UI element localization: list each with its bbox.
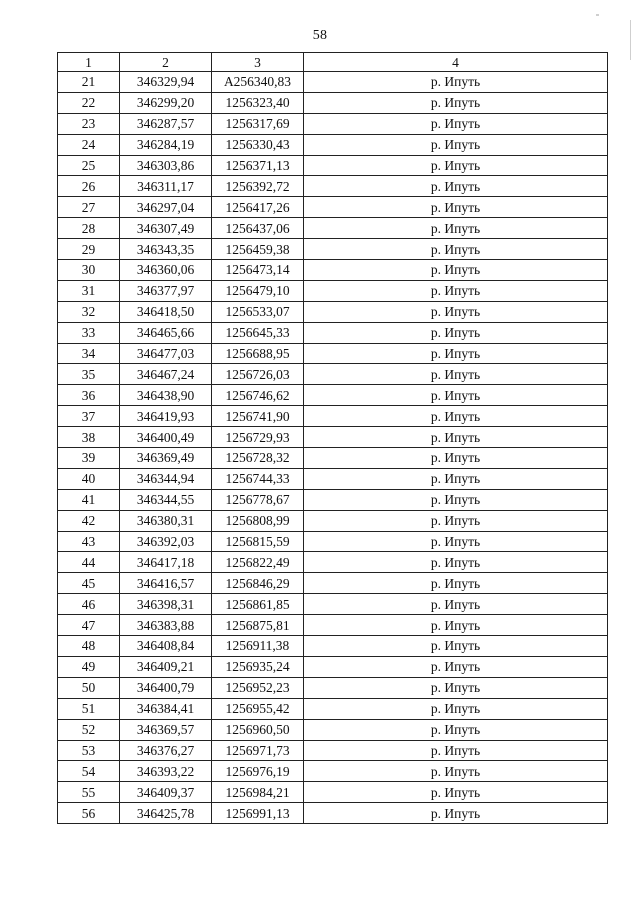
header-col-x: 2 (120, 53, 212, 72)
cell-point-number: 36 (58, 385, 120, 406)
cell-description: р. Ипуть (304, 468, 608, 489)
cell-point-number: 34 (58, 343, 120, 364)
cell-description: р. Ипуть (304, 489, 608, 510)
cell-point-number: 25 (58, 155, 120, 176)
cell-description: р. Ипуть (304, 197, 608, 218)
cell-y-coordinate: 1256533,07 (212, 301, 304, 322)
cell-point-number: 37 (58, 406, 120, 427)
cell-description: р. Ипуть (304, 510, 608, 531)
cell-y-coordinate: 1256744,33 (212, 468, 304, 489)
cell-description: р. Ипуть (304, 134, 608, 155)
table-row (58, 468, 608, 489)
cell-y-coordinate: 1256473,14 (212, 260, 304, 281)
cell-point-number: 54 (58, 761, 120, 782)
cell-description: р. Ипуть (304, 594, 608, 615)
table-row (58, 636, 608, 657)
cell-description: р. Ипуть (304, 531, 608, 552)
cell-point-number: 55 (58, 782, 120, 803)
cell-y-coordinate: 1256323,40 (212, 92, 304, 113)
table-row (58, 134, 608, 155)
cell-y-coordinate: 1256392,72 (212, 176, 304, 197)
table-row (58, 489, 608, 510)
cell-y-coordinate: 1256778,67 (212, 489, 304, 510)
table-row (58, 322, 608, 343)
cell-description: р. Ипуть (304, 343, 608, 364)
cell-x-coordinate: 346465,66 (120, 322, 212, 343)
cell-description: р. Ипуть (304, 218, 608, 239)
cell-point-number: 52 (58, 719, 120, 740)
cell-y-coordinate: 1256459,38 (212, 239, 304, 260)
table-row (58, 448, 608, 469)
cell-x-coordinate: 346297,04 (120, 197, 212, 218)
cell-description: р. Ипуть (304, 698, 608, 719)
cell-y-coordinate: А256340,83 (212, 72, 304, 93)
cell-y-coordinate: 1256952,23 (212, 677, 304, 698)
cell-y-coordinate: 1256935,24 (212, 656, 304, 677)
cell-y-coordinate: 1256911,38 (212, 636, 304, 657)
cell-y-coordinate: 1256971,73 (212, 740, 304, 761)
cell-x-coordinate: 346344,55 (120, 489, 212, 510)
cell-point-number: 43 (58, 531, 120, 552)
cell-point-number: 53 (58, 740, 120, 761)
cell-description: р. Ипуть (304, 92, 608, 113)
cell-y-coordinate: 1256746,62 (212, 385, 304, 406)
cell-x-coordinate: 346400,79 (120, 677, 212, 698)
cell-description: р. Ипуть (304, 301, 608, 322)
cell-x-coordinate: 346369,49 (120, 448, 212, 469)
table-header (58, 53, 608, 72)
cell-y-coordinate: 1256955,42 (212, 698, 304, 719)
cell-x-coordinate: 346377,97 (120, 280, 212, 301)
table-row (58, 385, 608, 406)
cell-point-number: 38 (58, 427, 120, 448)
cell-y-coordinate: 1256417,26 (212, 197, 304, 218)
cell-y-coordinate: 1256808,99 (212, 510, 304, 531)
cell-x-coordinate: 346384,41 (120, 698, 212, 719)
cell-point-number: 39 (58, 448, 120, 469)
cell-point-number: 23 (58, 113, 120, 134)
cell-x-coordinate: 346418,50 (120, 301, 212, 322)
cell-x-coordinate: 346369,57 (120, 719, 212, 740)
cell-x-coordinate: 346284,19 (120, 134, 212, 155)
cell-y-coordinate: 1256960,50 (212, 719, 304, 740)
cell-x-coordinate: 346425,78 (120, 803, 212, 824)
cell-y-coordinate: 1256822,49 (212, 552, 304, 573)
cell-y-coordinate: 1256976,19 (212, 761, 304, 782)
cell-description: р. Ипуть (304, 260, 608, 281)
cell-point-number: 41 (58, 489, 120, 510)
cell-point-number: 35 (58, 364, 120, 385)
cell-y-coordinate: 1256317,69 (212, 113, 304, 134)
table-row (58, 698, 608, 719)
table-row (58, 155, 608, 176)
cell-x-coordinate: 346380,31 (120, 510, 212, 531)
cell-description: р. Ипуть (304, 155, 608, 176)
table-row (58, 552, 608, 573)
table-row (58, 740, 608, 761)
cell-description: р. Ипуть (304, 803, 608, 824)
cell-x-coordinate: 346329,94 (120, 72, 212, 93)
cell-description: р. Ипуть (304, 72, 608, 93)
cell-x-coordinate: 346416,57 (120, 573, 212, 594)
cell-point-number: 56 (58, 803, 120, 824)
cell-x-coordinate: 346419,93 (120, 406, 212, 427)
table-row (58, 719, 608, 740)
cell-description: р. Ипуть (304, 552, 608, 573)
cell-description: р. Ипуть (304, 239, 608, 260)
cell-y-coordinate: 1256479,10 (212, 280, 304, 301)
cell-y-coordinate: 1256371,13 (212, 155, 304, 176)
table-row (58, 72, 608, 93)
table-row (58, 573, 608, 594)
cell-y-coordinate: 1256645,33 (212, 322, 304, 343)
cell-description: р. Ипуть (304, 364, 608, 385)
cell-y-coordinate: 1256861,85 (212, 594, 304, 615)
table-row (58, 656, 608, 677)
cell-y-coordinate: 1256437,06 (212, 218, 304, 239)
cell-y-coordinate: 1256991,13 (212, 803, 304, 824)
table-row (58, 280, 608, 301)
table-row (58, 239, 608, 260)
cell-y-coordinate: 1256741,90 (212, 406, 304, 427)
cell-point-number: 32 (58, 301, 120, 322)
cell-description: р. Ипуть (304, 406, 608, 427)
cell-description: р. Ипуть (304, 280, 608, 301)
cell-point-number: 51 (58, 698, 120, 719)
cell-x-coordinate: 346307,49 (120, 218, 212, 239)
cell-point-number: 27 (58, 197, 120, 218)
cell-x-coordinate: 346400,49 (120, 427, 212, 448)
cell-y-coordinate: 1256688,95 (212, 343, 304, 364)
table-row (58, 677, 608, 698)
cell-description: р. Ипуть (304, 322, 608, 343)
table-row (58, 343, 608, 364)
cell-x-coordinate: 346409,37 (120, 782, 212, 803)
cell-point-number: 46 (58, 594, 120, 615)
header-row (58, 53, 608, 72)
cell-point-number: 33 (58, 322, 120, 343)
cell-x-coordinate: 346360,06 (120, 260, 212, 281)
table-body (58, 72, 608, 824)
cell-y-coordinate: 1256728,32 (212, 448, 304, 469)
table-row (58, 218, 608, 239)
cell-y-coordinate: 1256729,93 (212, 427, 304, 448)
cell-description: р. Ипуть (304, 656, 608, 677)
table-row (58, 510, 608, 531)
cell-x-coordinate: 346311,17 (120, 176, 212, 197)
cell-y-coordinate: 1256726,03 (212, 364, 304, 385)
cell-point-number: 24 (58, 134, 120, 155)
table-row (58, 113, 608, 134)
cell-point-number: 26 (58, 176, 120, 197)
cell-point-number: 48 (58, 636, 120, 657)
cell-description: р. Ипуть (304, 677, 608, 698)
cell-x-coordinate: 346393,22 (120, 761, 212, 782)
cell-description: р. Ипуть (304, 385, 608, 406)
table-row (58, 782, 608, 803)
coordinates-table (57, 52, 608, 824)
page-number: 58 (312, 28, 328, 43)
table-row (58, 594, 608, 615)
cell-description: р. Ипуть (304, 615, 608, 636)
cell-description: р. Ипуть (304, 761, 608, 782)
cell-point-number: 28 (58, 218, 120, 239)
cell-x-coordinate: 346287,57 (120, 113, 212, 134)
cell-x-coordinate: 346467,24 (120, 364, 212, 385)
cell-y-coordinate: 1256984,21 (212, 782, 304, 803)
table-row (58, 406, 608, 427)
cell-point-number: 40 (58, 468, 120, 489)
header-col-description: 4 (304, 53, 608, 72)
table-row (58, 92, 608, 113)
cell-x-coordinate: 346409,21 (120, 656, 212, 677)
cell-point-number: 49 (58, 656, 120, 677)
cell-point-number: 29 (58, 239, 120, 260)
table-row (58, 761, 608, 782)
cell-y-coordinate: 1256875,81 (212, 615, 304, 636)
header-col-y: 3 (212, 53, 304, 72)
cell-x-coordinate: 346398,31 (120, 594, 212, 615)
cell-y-coordinate: 1256815,59 (212, 531, 304, 552)
cell-description: р. Ипуть (304, 427, 608, 448)
table-row (58, 427, 608, 448)
scan-edge-line (630, 20, 631, 60)
cell-description: р. Ипуть (304, 719, 608, 740)
cell-point-number: 44 (58, 552, 120, 573)
cell-y-coordinate: 1256846,29 (212, 573, 304, 594)
cell-x-coordinate: 346343,35 (120, 239, 212, 260)
cell-x-coordinate: 346376,27 (120, 740, 212, 761)
cell-x-coordinate: 346417,18 (120, 552, 212, 573)
cell-point-number: 31 (58, 280, 120, 301)
table-row (58, 301, 608, 322)
cell-point-number: 22 (58, 92, 120, 113)
cell-x-coordinate: 346392,03 (120, 531, 212, 552)
table-row (58, 531, 608, 552)
cell-point-number: 21 (58, 72, 120, 93)
cell-description: р. Ипуть (304, 448, 608, 469)
cell-description: р. Ипуть (304, 636, 608, 657)
cell-description: р. Ипуть (304, 176, 608, 197)
cell-point-number: 30 (58, 260, 120, 281)
cell-point-number: 50 (58, 677, 120, 698)
table-row (58, 176, 608, 197)
table-row (58, 260, 608, 281)
cell-x-coordinate: 346344,94 (120, 468, 212, 489)
header-col-number: 1 (58, 53, 120, 72)
cell-x-coordinate: 346299,20 (120, 92, 212, 113)
cell-x-coordinate: 346438,90 (120, 385, 212, 406)
cell-point-number: 45 (58, 573, 120, 594)
table-row (58, 364, 608, 385)
cell-point-number: 47 (58, 615, 120, 636)
cell-y-coordinate: 1256330,43 (212, 134, 304, 155)
cell-x-coordinate: 346383,88 (120, 615, 212, 636)
cell-description: р. Ипуть (304, 113, 608, 134)
table-row (58, 615, 608, 636)
cell-description: р. Ипуть (304, 573, 608, 594)
cell-description: р. Ипуть (304, 740, 608, 761)
cell-description: р. Ипуть (304, 782, 608, 803)
cell-point-number: 42 (58, 510, 120, 531)
cell-x-coordinate: 346477,03 (120, 343, 212, 364)
table-row (58, 197, 608, 218)
scan-speck (596, 14, 599, 16)
table-row (58, 803, 608, 824)
cell-x-coordinate: 346303,86 (120, 155, 212, 176)
cell-x-coordinate: 346408,84 (120, 636, 212, 657)
